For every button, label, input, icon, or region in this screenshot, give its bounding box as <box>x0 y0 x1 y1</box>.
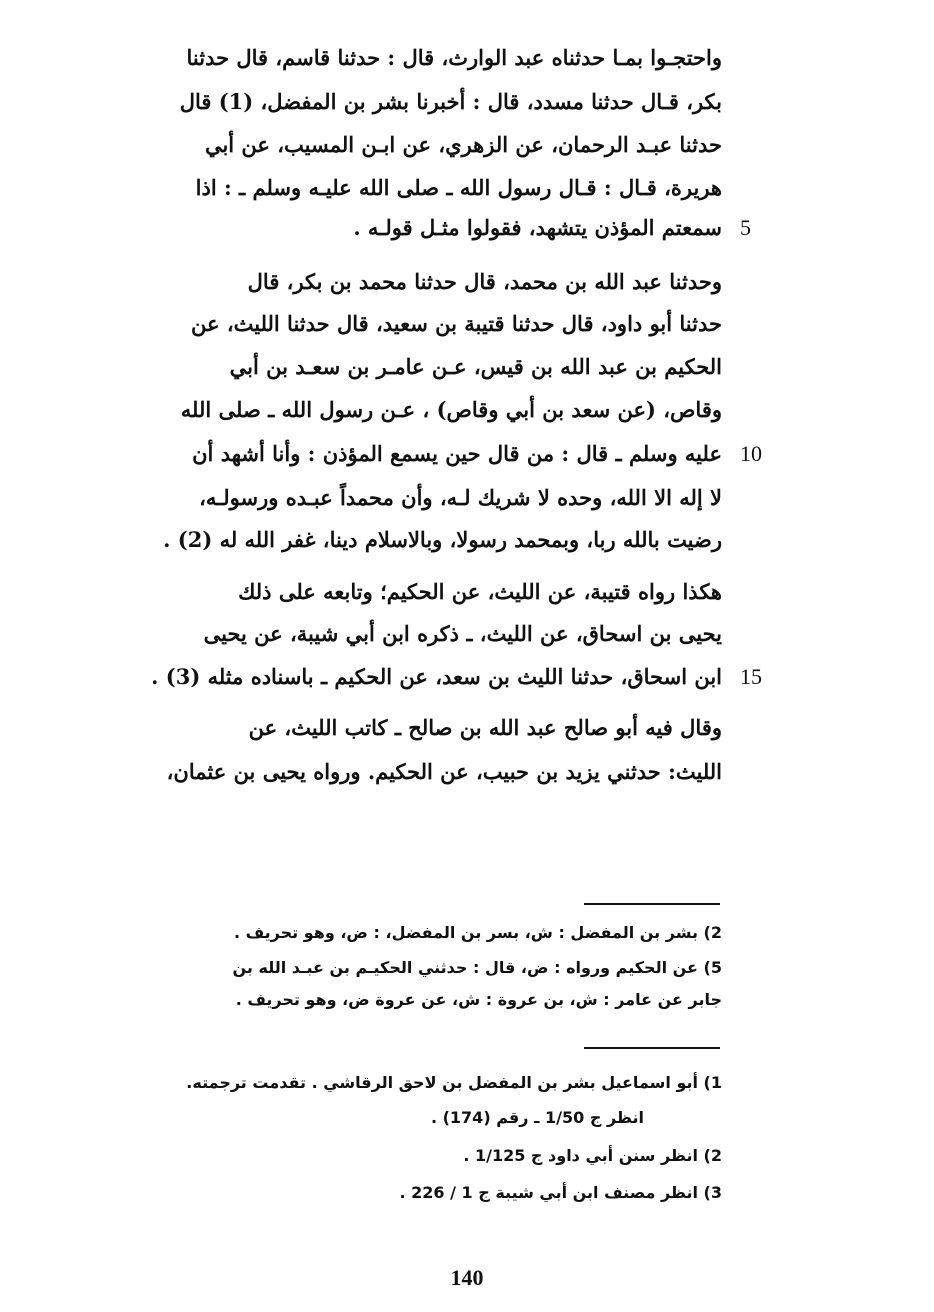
text-line: حدثنا عبـد الرحمان، عن الزهري، عن ابـن المسيب، عن أبي <box>204 132 722 157</box>
line-number: 10 <box>740 441 762 466</box>
text-line: وقاص، (عن سعد بن أبي وقاص) ، عـن رسول الله ـ صلى الله <box>180 397 722 422</box>
text-line: حدثنا أبو داود، قال حدثنا قتيبة بن سعيد، قال حدثنا الليث، عن <box>191 311 722 336</box>
line-number: 5 <box>740 215 751 240</box>
text-line: لا إله الا الله، وحده لا شريك لـه، وأن محمداً عبـده ورسولـه، <box>199 485 722 510</box>
text-line: ابن اسحاق، حدثنا الليث بن سعد، عن الحكيم ـ باسناده مثله (3) . <box>151 664 722 689</box>
text-line: بكر، قـال حدثنا مسدد، قال : أخبرنا بشر بن المفضل، (1) قال <box>179 89 722 114</box>
text-line: سمعتم المؤذن يتشهد، فقولوا مثـل قولـه . <box>353 215 722 240</box>
text-line: واحتجـوا بمـا حدثناه عبد الوارث، قال : حدثنا قاسم، قال حدثنا <box>186 45 722 70</box>
page-number: 140 <box>450 1265 484 1290</box>
text-line: وحدثنا عبد الله بن محمد، قال حدثنا محمد بن بكر، قال <box>247 269 722 294</box>
text-line: عليه وسلم ـ قال : من قال حين يسمع المؤذن : وأنا أشهد أن <box>192 441 722 466</box>
variant-note: 2) بشر بن المفضل : ش، بسر بن المفضل، : ض، وهو تحريف . <box>233 923 722 942</box>
line-number: 15 <box>740 664 762 689</box>
text-line: يحيى بن اسحاق، عن الليث، ـ ذكره ابن أبي شيبة، عن يحيى <box>203 621 722 646</box>
footnote: 3) انظر مصنف ابن أبي شيبة ج 1 / 226 . <box>399 1183 722 1202</box>
text-line: رضيت بالله ربا، وبمحمد رسولا، وبالاسلام دينا، غفر الله له (2) . <box>163 527 722 552</box>
footnote-separator <box>584 1047 720 1049</box>
text-line: الحكيم بن عبد الله بن قيس، عـن عامـر بن سعـد بن أبي <box>229 354 722 379</box>
variant-note: 5) عن الحكيم ورواه : ض، قال : حدثني الحكيـم بن عبـد الله بن <box>232 958 722 977</box>
text-line: الليث: حدثني يزيد بن حبيب، عن الحكيم. ورواه يحيى بن عثمان، <box>166 759 722 784</box>
text-line: وقال فيه أبو صالح عبد الله بن صالح ـ كاتب الليث، عن <box>248 715 722 740</box>
text-line: هريرة، قـال : قـال رسول الله ـ صلى الله عليـه وسلم ـ : اذا <box>195 175 722 200</box>
text-line: هكذا رواه قتيبة، عن الليث، عن الحكيم؛ وتابعه على ذلك <box>238 579 722 604</box>
footnote-continued: انظر ج 1/50 ـ رقم (174) . <box>430 1108 644 1127</box>
variant-note-continued: جابر عن عامر : ش، بن عروة : ش، عن عروة ض، وهو تحريف . <box>235 990 722 1009</box>
footnote: 2) انظر سنن أبي داود ج 1/125 . <box>463 1146 722 1165</box>
footnote-separator <box>584 903 720 905</box>
footnote: 1) أبو اسماعيل بشر بن المفضل بن لاحق الرقاشي . تقدمت ترجمته. <box>186 1073 722 1092</box>
